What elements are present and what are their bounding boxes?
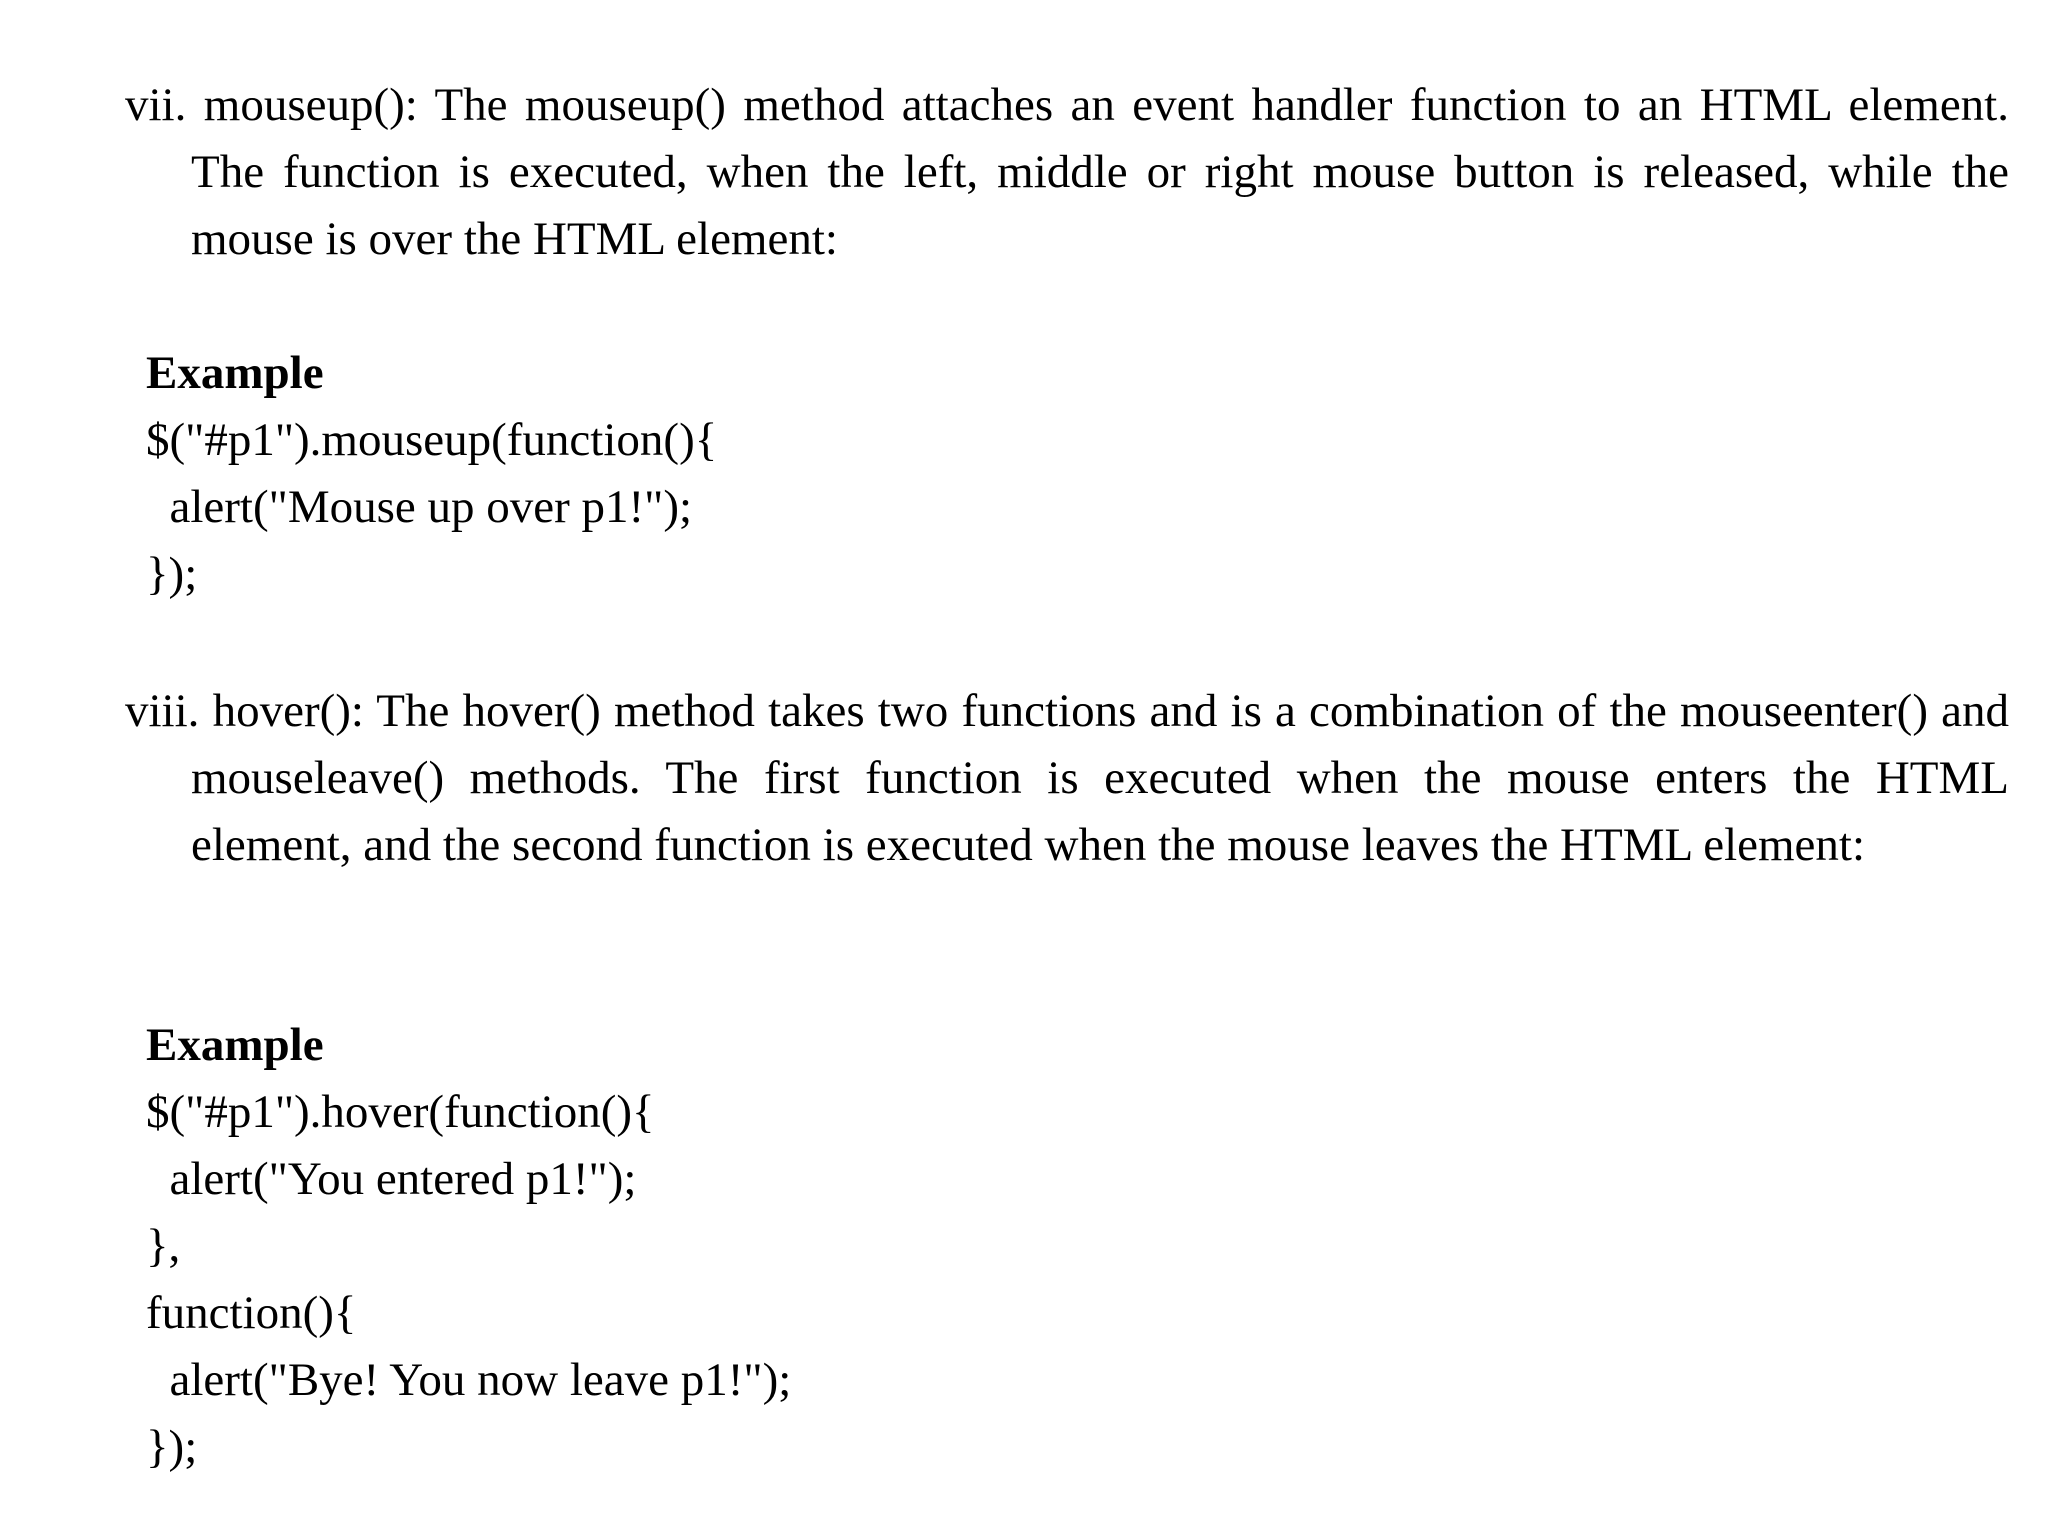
mouseup-example xyxy=(146,340,717,608)
code-line: alert("Bye! You now leave p1!"); xyxy=(146,1354,792,1406)
section-marker: vii. xyxy=(125,79,187,131)
example-heading: Example xyxy=(146,1019,324,1071)
code-line: }); xyxy=(146,548,198,600)
code-line: function(){ xyxy=(146,1287,357,1339)
code-line: alert("Mouse up over p1!"); xyxy=(146,481,693,533)
code-line: }); xyxy=(146,1421,198,1473)
section-text: mouseup(): The mouseup() method attaches an event handler function to an HTML element. The function is executed, when the left, middle or right mouse button is released, while the mouse is over the HTML element: xyxy=(191,79,2009,265)
code-line: $("#p1").hover(function(){ xyxy=(146,1086,655,1138)
hover-example xyxy=(146,1012,791,1481)
example-heading: Example xyxy=(146,347,324,399)
section-mouseup-description xyxy=(125,72,2009,273)
code-line: alert("You entered p1!"); xyxy=(146,1153,637,1205)
section-hover-description xyxy=(125,678,2009,879)
section-marker: viii. xyxy=(125,685,200,737)
code-line: }, xyxy=(146,1220,181,1272)
code-line: $("#p1").mouseup(function(){ xyxy=(146,414,718,466)
section-text: hover(): The hover() method takes two functions and is a combination of the mouseenter() and mouseleave() methods. The first function is executed when the mouse enters the HTML element, and the second function is executed when the mouse leaves the HTML element: xyxy=(191,685,2009,871)
